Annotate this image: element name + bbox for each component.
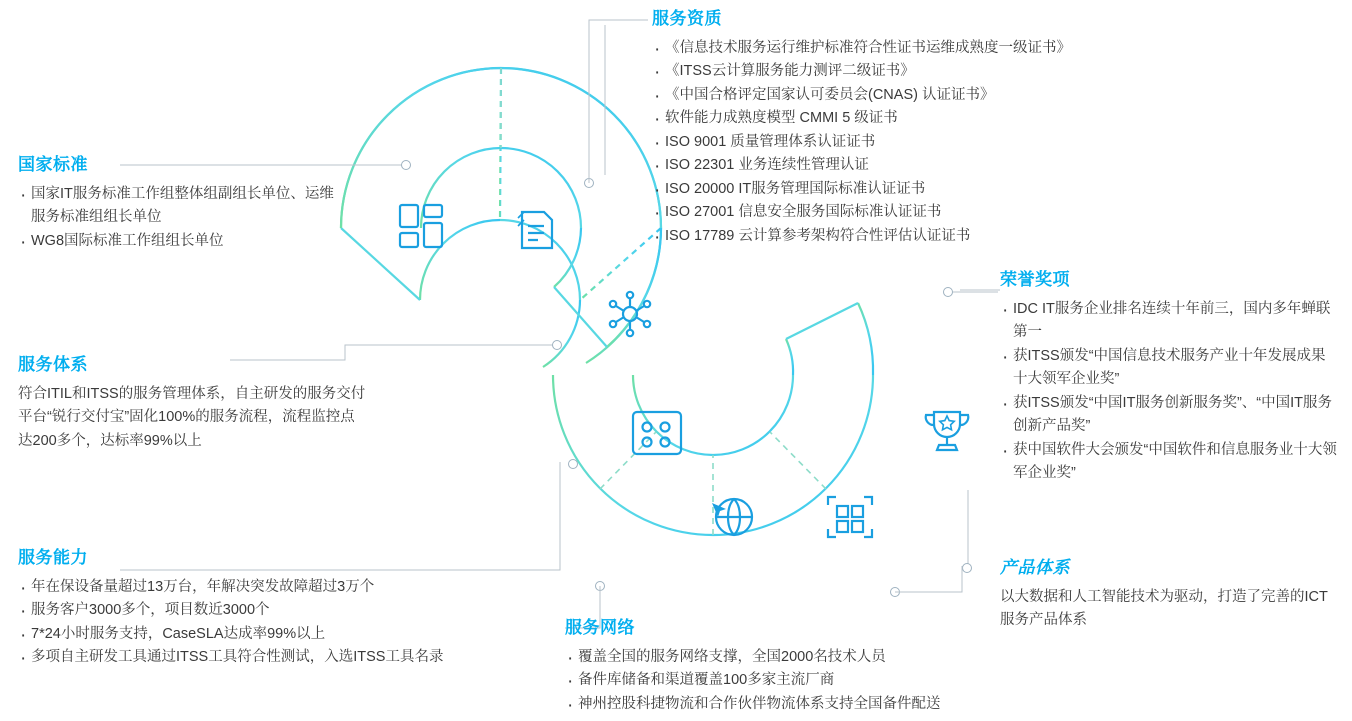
block-national-standard [18,150,348,253]
document-icon [518,212,552,248]
upper-arc [341,68,661,367]
list-item: · 年在保设备量超过13万台，年解决突发故障超过3万个 [18,576,538,599]
list-national-standard [18,183,348,253]
list-item: · 软件能力成熟度模型 CMMI 5 级证书 [652,107,1252,130]
list-item: · 国家IT服务标准工作组整体组副组长单位、运维服务标准组组长单位 [18,183,348,230]
grid-apps-icon [633,412,681,454]
list-item: · 多项自主研发工具通过ITSS工具符合性测试，入选ITSS工具名录 [18,646,538,669]
block-title-service-network: 服务网络 [565,618,635,637]
list-item: · ISO 22301 业务连续性管理认证 [652,154,1252,177]
list-service-capability [18,576,538,670]
block-title-honor-awards: 荣誉奖项 [1000,270,1070,289]
list-item: · ISO 27001 信息安全服务国际标准认证证书 [652,201,1252,224]
qr-scan-icon [828,497,872,537]
list-item: · 获ITSS颁发“中国信息技术服务产业十年发展成果十大领军企业奖” [1000,345,1340,392]
lower-arc-band [553,280,905,535]
block-title-service-capability: 服务能力 [18,548,88,567]
block-service-qualification [652,4,1252,248]
block-service-capability [18,543,538,670]
list-service-qualification [652,37,1252,248]
list-item: · WG8国际标准工作组组长单位 [18,230,348,253]
list-item: · IDC IT服务企业排名连续十年前三，国内多年蝉联第一 [1000,298,1340,345]
list-item: · ISO 9001 质量管理体系认证证书 [652,131,1252,154]
list-honor-awards [1000,298,1340,486]
list-item: · 《中国合格评定国家认可委员会(CNAS) 认证证书》 [652,84,1252,107]
block-service-system [18,350,368,453]
block-title-product-system: 产品体系 [1000,558,1070,577]
block-title-service-system: 服务体系 [18,355,88,374]
network-node-icon [610,292,650,336]
globe-cursor-icon [712,499,752,535]
list-service-network [565,646,1125,716]
list-item: · 《ITSS云计算服务能力测评二级证书》 [652,60,1252,83]
list-item: · 备件库储备和渠道覆盖100多家主流厂商 [565,669,1125,692]
block-text-service-system: 符合ITIL和ITSS的服务管理体系，自主研发的服务交付平台“锐行交付宝”固化100%的服务流程，流程监控点达200多个，达标率99%以上 [18,386,366,449]
list-item: · ISO 20000 IT服务管理国际标准认证证书 [652,178,1252,201]
dashboard-icon [400,205,442,247]
list-item: · 神州控股科捷物流和合作伙伴物流体系支持全国备件配送 [565,693,1125,716]
list-item: · 获中国软件大会颁发“中国软件和信息服务业十大领军企业奖” [1000,439,1340,486]
list-item: · ISO 17789 云计算参考架构符合性评估认证证书 [652,225,1252,248]
list-item: · 服务客户3000多个，项目数近3000个 [18,599,538,622]
block-honor-awards [1000,265,1340,486]
list-item: · 《信息技术服务运行维护标准符合性证书运维成熟度一级证书》 [652,37,1252,60]
list-item: · 获ITSS颁发“中国IT服务创新服务奖”、“中国IT服务创新产品奖” [1000,392,1340,439]
list-item: · 覆盖全国的服务网络支撑，全国2000名技术人员 [565,646,1125,669]
block-service-network [565,613,1125,716]
upper-arc-band [341,68,661,347]
list-item: · 7*24小时服务支持，CaseSLA达成率99%以上 [18,623,538,646]
block-title-national-standard: 国家标准 [18,155,88,174]
block-text-product-system: 以大数据和人工智能技术为驱动，打造了完善的ICT服务产品体系 [1000,589,1328,629]
block-title-service-qualification: 服务资质 [652,9,722,28]
trophy-icon [926,412,969,450]
